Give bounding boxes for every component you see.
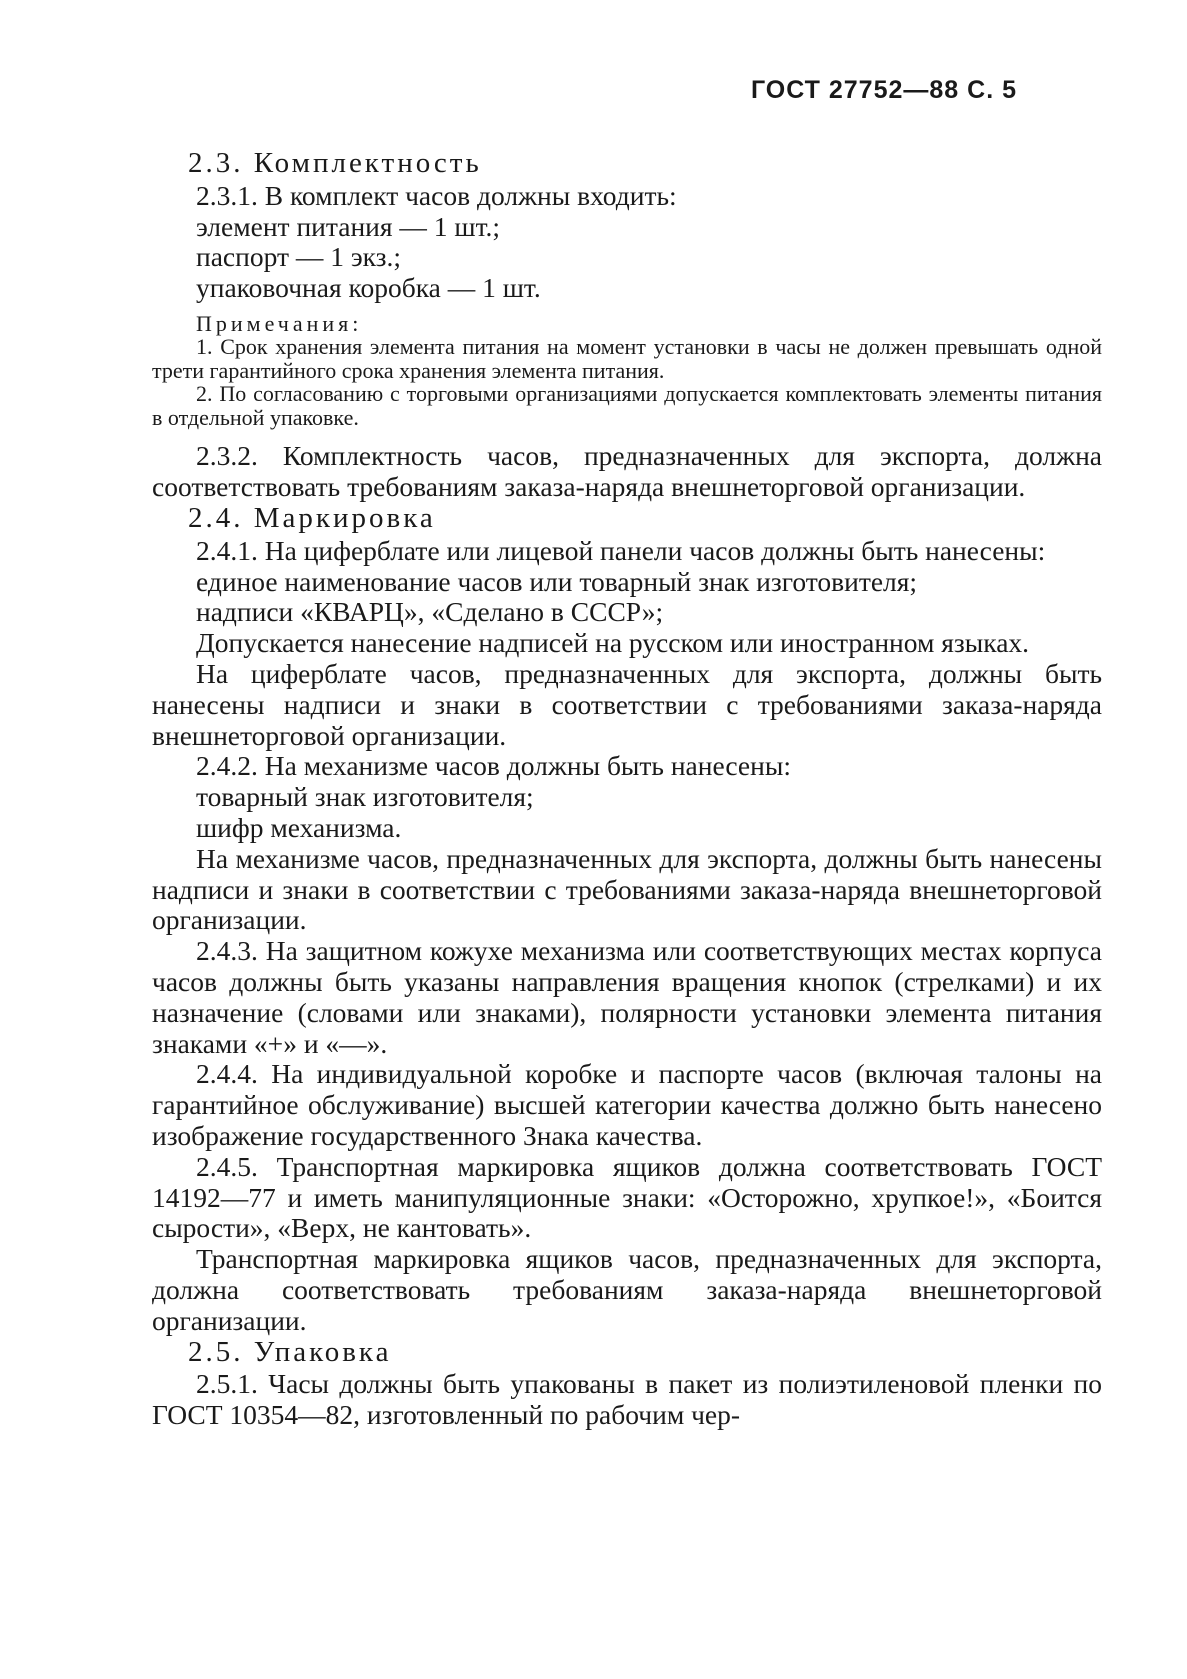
paragraph: На механизме часов, предназначенных для экспорта, должны быть нанесены надписи и знаки в соответствии с требованиями заказа-наряда внешнеторговой организации. [152, 842, 1102, 936]
paragraph: Допускается нанесение надписей на русском или иностранном языках. [196, 627, 1030, 659]
paragraph: Транспортная маркировка ящиков часов, предназначенных для экспорта, должна соответствовать требованиям заказа-наряда внешнеторговой организации. [152, 1243, 1102, 1336]
clause-2-4-1: 2.4.1. На циферблате или лицевой панели часов должны быть нанесены: [196, 534, 1046, 566]
list-item: товарный знак изготовителя; [196, 781, 534, 813]
section-heading-2-4: 2.4. Маркировка [188, 502, 436, 535]
list-item: надписи «КВАРЦ», «Сделано в СССР»; [196, 596, 664, 628]
clause-2-5-1: 2.5.1. Часы должны быть упакованы в пакет из полиэтиленовой пленки по ГОСТ 10354—82, изготовленный по рабочим чер- [152, 1368, 1102, 1431]
list-item: элемент питания — 1 шт.; [196, 210, 501, 242]
clause-2-3-1: 2.3.1. В комплект часов должны входить: [196, 179, 677, 211]
page-header: ГОСТ 27752—88 С. 5 [750, 76, 1017, 104]
clause-2-4-5: 2.4.5. Транспортная маркировка ящиков должна соответствовать ГОСТ 14192—77 и иметь манипуляционные знаки: «Осторожно, хрупкое!», «Боится сырости», «Верх, не кантовать». [152, 1150, 1102, 1244]
section-heading-2-3: 2.3. Комплектность [188, 147, 482, 179]
list-item: единое наименование часов или товарный знак изготовителя; [196, 565, 918, 597]
notes-label: Примечания: [196, 310, 363, 336]
section-heading-2-5: 2.5. Упаковка [188, 1335, 392, 1368]
clause-2-4-3: 2.4.3. На защитном кожухе механизма или соответствующих местах корпуса часов должны быть указаны направления вращения кнопок (стрелками) и их назначение (словами или знаками), полярности установки элемента питания знаками «+» и «—». [152, 935, 1102, 1059]
clause-2-3-2: 2.3.2. Комплектность часов, предназначенных для экспорта, должна соответствовать требованиям заказа-наряда внешнеторговой организации. [152, 440, 1102, 503]
list-item: упаковочная коробка — 1 шт. [196, 272, 541, 304]
notes-block [152, 312, 1102, 430]
note-1: 1. Срок хранения элемента питания на момент установки в часы не должен превышать одной трети гарантийного срока хранения элемента питания. [152, 334, 1102, 383]
list-item: паспорт — 1 экз.; [196, 241, 402, 273]
list-item: шифр механизма. [196, 812, 402, 844]
paragraph: На циферблате часов, предназначенных для экспорта, должны быть нанесены надписи и знаки в соответствии с требованиями заказа-наряда внешнеторговой организации. [152, 658, 1102, 751]
clause-2-4-4: 2.4.4. На индивидуальной коробке и паспорте часов (включая талоны на гарантийное обслуживание) высшей категории качества должно быть нанесено изображение государственного Знака качества. [152, 1058, 1102, 1152]
clause-2-4-2: 2.4.2. На механизме часов должны быть нанесены: [196, 750, 791, 782]
document-body [152, 148, 1102, 1431]
note-2: 2. По согласованию с торговыми организациями допускается комплектовать элементы питания в отдельной упаковке. [152, 381, 1102, 430]
